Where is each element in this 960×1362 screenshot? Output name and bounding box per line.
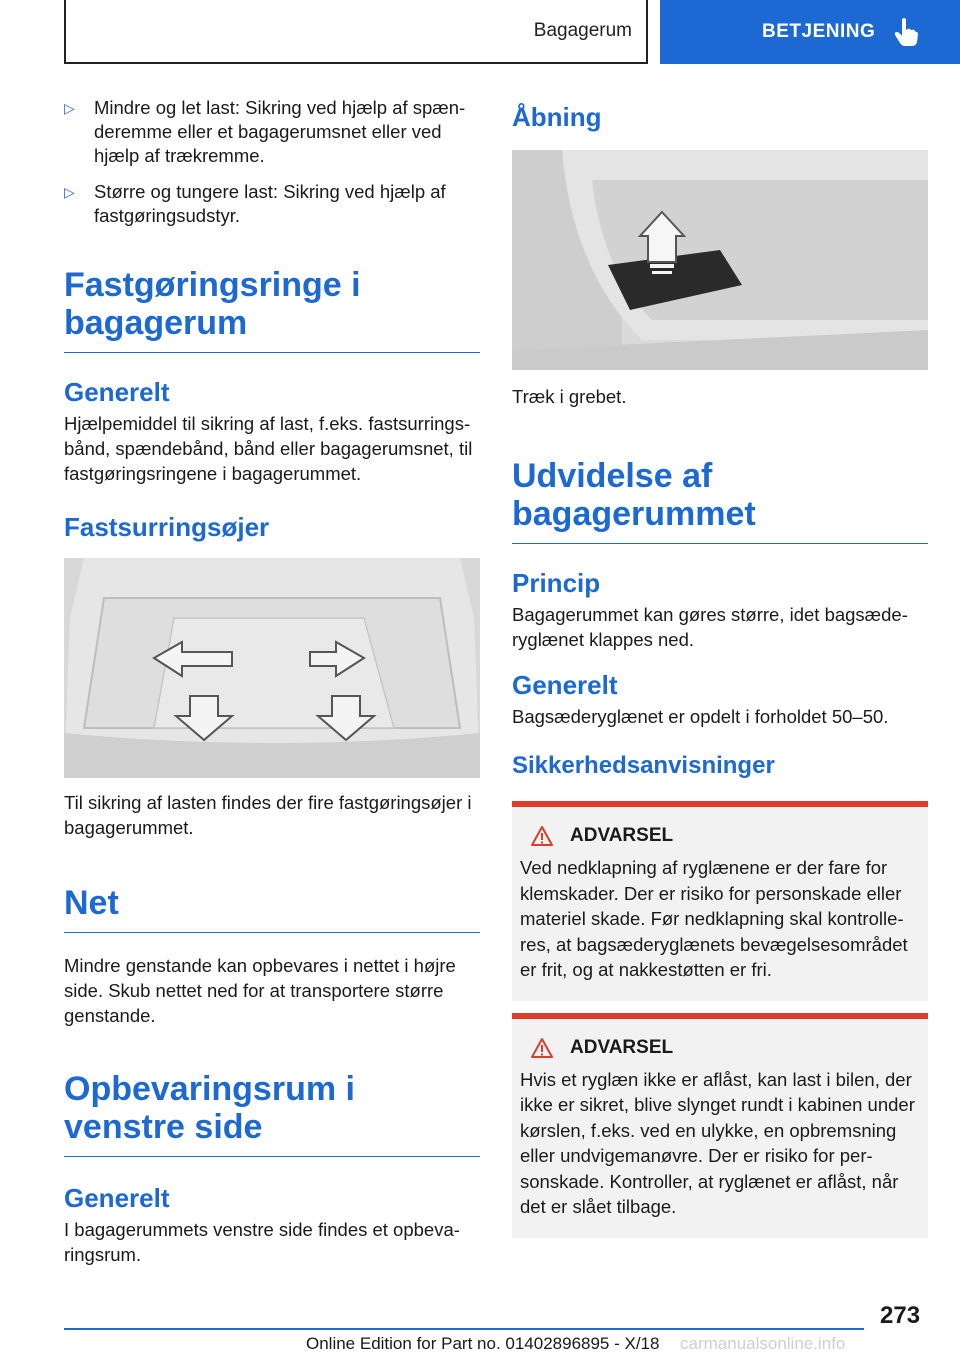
warning-text: Ved nedklapning af ryglænene er der fare for klemskader. Der er risiko for personskade eller materiel skade. Før nedklapning skal kontrolleres, at bagsæderyglænets bevægelsesområdet er frit, og at nakkestøtten er fri. bbox=[520, 857, 908, 980]
list-item-text: Mindre og let last: Sikring ved hjælp af spænderemme eller et bagagerumsnet eller ved hjælp af trækremme. bbox=[94, 97, 466, 166]
header-section-box bbox=[64, 0, 648, 64]
watermark-text: carmanualsonline.info bbox=[680, 1334, 846, 1353]
edition-text: Online Edition for Part no. 01402896895 - X/18 bbox=[306, 1334, 660, 1353]
list-item bbox=[64, 180, 480, 228]
paragraph-princip: Bagagerummet kan gøres større, idet bagsæderyglænet klappes ned. bbox=[512, 604, 908, 650]
left-column bbox=[64, 96, 480, 1267]
heading-fastsurringsoejer: Fastsurringsøjer bbox=[64, 512, 270, 542]
heading-aabning: Åbning bbox=[512, 102, 602, 132]
warning-title: ADVARSEL bbox=[570, 825, 674, 846]
paragraph-opbevaringsrum: I bagagerummets venstre side findes et opbevaringsrum. bbox=[64, 1219, 460, 1265]
hand-pointer-icon bbox=[893, 17, 919, 47]
heading-opbevaringsrum: Opbevaringsrum i venstre side bbox=[64, 1070, 480, 1157]
heading-generelt-right: Generelt bbox=[512, 670, 618, 700]
heading-princip: Princip bbox=[512, 568, 601, 598]
heading-udvidelse: Udvidelse af bagagerummet bbox=[512, 457, 928, 544]
warning-header bbox=[520, 1037, 920, 1059]
heading-sikkerhedsanvisninger: Sikkerhedsanvisninger bbox=[512, 752, 775, 779]
warning-header bbox=[520, 825, 920, 847]
warning-title: ADVARSEL bbox=[570, 1036, 674, 1058]
footer-divider bbox=[64, 1328, 864, 1330]
list-item bbox=[64, 96, 480, 168]
warning-triangle-icon bbox=[530, 825, 554, 847]
warning-triangle-icon bbox=[530, 1037, 554, 1059]
warning-box bbox=[512, 801, 928, 1001]
header-chapter-tab bbox=[660, 0, 960, 64]
heading-generelt-2: Generelt bbox=[64, 1183, 170, 1213]
paragraph-generelt-right: Bagsæderyglænet er opdelt i forholdet 50–50. bbox=[512, 706, 889, 727]
triangle-bullet-icon: ▷ bbox=[64, 100, 75, 116]
list-item-text: Større og tungere last: Sikring ved hjælp af fastgøringsudstyr. bbox=[94, 181, 446, 226]
paragraph-generelt: Hjælpemiddel til sikring af last, f.eks. fastsurringsbånd, spændebånd, bånd eller bagagerumsnet, til fastgøringsringene i bagagerummet. bbox=[64, 413, 473, 484]
right-column bbox=[512, 96, 928, 1238]
header-chapter-title: BETJENING bbox=[762, 21, 876, 42]
heading-fastgoeringsringe: Fastgøringsringe i bagagerum bbox=[64, 266, 480, 353]
page-number: 273 bbox=[880, 1302, 921, 1329]
triangle-bullet-icon: ▷ bbox=[64, 184, 75, 200]
heading-generelt: Generelt bbox=[64, 377, 170, 407]
warning-text: Hvis et ryglæn ikke er aflåst, kan last i bilen, der ikke er sikret, blive slynget rundt i kabinen under kørslen, f.eks. ved en ulykke, en opbremsning eller undvigemanøvre. Der er risiko for personskade. Kontroller, at ryglænet er aflåst, når det er slået tilbage. bbox=[520, 1068, 915, 1217]
header-section-title: Bagagerum bbox=[533, 20, 632, 41]
paragraph-net: Mindre genstande kan opbevares i nettet i højre side. Skub nettet ned for at transportere større genstande. bbox=[64, 955, 456, 1026]
paragraph-oejer: Til sikring af lasten findes der fire fastgøringsøjer i bagagerummet. bbox=[64, 792, 472, 838]
trunk-tie-down-photo bbox=[64, 558, 480, 778]
heading-net: Net bbox=[64, 884, 480, 933]
warning-box bbox=[512, 1013, 928, 1238]
trunk-release-handle-photo bbox=[512, 150, 928, 370]
paragraph-aabning: Træk i grebet. bbox=[512, 386, 627, 407]
